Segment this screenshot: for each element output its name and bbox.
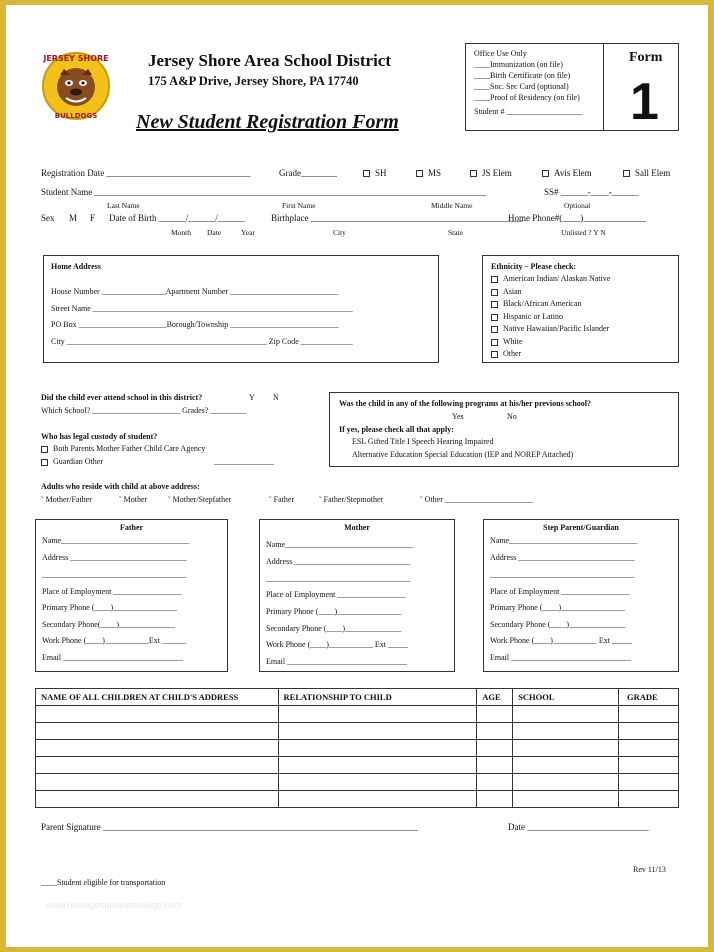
school-address: 175 A&P Drive, Jersey Shore, PA 17740 (148, 74, 359, 88)
father-work-phone[interactable]: Work Phone (____)___________Ext ______ (42, 636, 187, 645)
ethnicity-box (482, 255, 679, 363)
programs-options-row2[interactable]: Alternative Education Special Education (IEP and NOREP Attached) (352, 450, 574, 459)
step-parent-address-line2[interactable]: ____________________________________ (490, 570, 634, 579)
ethnicity-option[interactable]: Native Hawaiian/Pacific Islander (491, 324, 609, 333)
checkbox-icon (623, 170, 630, 177)
attendance-yes[interactable]: Y (249, 393, 255, 402)
step-parent-primary-phone[interactable]: Primary Phone (____)________________ (490, 603, 626, 612)
checkbox-icon (491, 351, 498, 358)
school-option-sall-elem[interactable]: Sall Elem (623, 168, 670, 178)
adults-option[interactable]: ˜ Father/Stepmother (319, 495, 384, 504)
checkbox-icon (41, 446, 48, 453)
school-option-sh[interactable]: SH (363, 168, 387, 178)
svg-text:BULLDOGS: BULLDOGS (54, 112, 98, 120)
watermark: www.heritagechristiancollege.com (46, 900, 182, 910)
transportation-field[interactable]: ____Student eligible for transportation (41, 878, 166, 887)
house-number-field[interactable]: House Number ________________Apartment Number ___________________________ (51, 287, 339, 296)
home-address-box (43, 255, 439, 363)
po-box-field[interactable]: PO Box ______________________Borough/Township ___________________________ (51, 320, 339, 329)
sub-city: City (333, 228, 346, 237)
adults-option[interactable]: ˜ Other ______________________ (420, 495, 533, 504)
city-zip-field[interactable]: City __________________________________________________ Zip Code _____________ (51, 337, 353, 346)
school-name: Jersey Shore Area School District (148, 51, 391, 70)
checkbox-icon (491, 314, 498, 321)
registration-form-page (6, 5, 708, 947)
office-use-title: Office Use Only (474, 49, 527, 58)
office-item: ____Birth Certificate (on file) (474, 71, 571, 80)
mother-work-phone[interactable]: Work Phone (____)___________ Ext _____ (266, 640, 409, 649)
registration-date-field[interactable]: Registration Date ________________________________ (41, 168, 251, 178)
col-header-age: AGE (477, 689, 513, 706)
office-item: Student # ___________________ (474, 107, 583, 116)
table-row[interactable] (36, 774, 679, 791)
street-name-field[interactable]: Street Name _________________________________________________________________ (51, 304, 353, 313)
col-header-relationship: RELATIONSHIP TO CHILD (278, 689, 477, 706)
step-parent-name-field[interactable]: Name________________________________ (490, 536, 638, 545)
which-school-field[interactable]: Which School? ______________________ Grades? _________ (41, 406, 247, 415)
checkbox-icon (491, 301, 498, 308)
col-header-name: NAME OF ALL CHILDREN AT CHILD'S ADDRESS (36, 689, 279, 706)
checkbox-icon (41, 459, 48, 466)
table-row[interactable] (36, 791, 679, 808)
svg-text:JERSEY SHORE: JERSEY SHORE (43, 54, 109, 63)
mother-secondary-phone[interactable]: Secondary Phone (____)______________ (266, 624, 402, 633)
attendance-no[interactable]: N (273, 393, 279, 402)
table-row[interactable] (36, 740, 679, 757)
checkbox-icon (416, 170, 423, 177)
unlisted-option[interactable]: Unlisted ? Y N (561, 228, 606, 237)
mother-email-field[interactable]: Email ______________________________ (266, 657, 408, 666)
checkbox-icon (542, 170, 549, 177)
checkbox-icon (491, 276, 498, 283)
step-parent-secondary-phone[interactable]: Secondary Phone (____)______________ (490, 620, 626, 629)
custody-options-row1[interactable]: Both Parents Mother Father Child Care Agency (41, 444, 205, 453)
table-row[interactable] (36, 706, 679, 723)
col-header-school: SCHOOL (513, 689, 619, 706)
programs-box (329, 392, 679, 467)
father-title: Father (119, 523, 144, 532)
step-parent-work-phone[interactable]: Work Phone (____)___________ Ext _____ (490, 636, 633, 645)
sex-label: Sex (41, 213, 55, 223)
ethnicity-option[interactable]: American Indian/ Alaskan Native (491, 274, 610, 283)
checkbox-icon (491, 339, 498, 346)
revision-label: Rev 11/13 (633, 865, 666, 874)
office-item: ____Proof of Residency (on file) (474, 93, 580, 102)
ethnicity-option[interactable]: Other (491, 349, 521, 358)
grade-field[interactable]: Grade________ (279, 168, 337, 178)
sex-option-f[interactable]: F (90, 213, 96, 223)
bulldog-logo-icon (40, 45, 112, 127)
ethnicity-option[interactable]: Hispanic or Latino (491, 312, 563, 321)
date-of-birth-field[interactable]: Date of Birth ______/______/______ (109, 213, 245, 223)
father-email-field[interactable]: Email ______________________________ (42, 653, 184, 662)
form-title: New Student Registration Form (136, 111, 399, 133)
mother-box (259, 519, 455, 672)
ethnicity-option[interactable]: Asian (491, 287, 522, 296)
custody-question: Who has legal custody of student? (41, 432, 158, 441)
sub-optional: Optional (564, 201, 591, 210)
sub-month: Month (171, 228, 192, 237)
custody-other-field[interactable]: _______________ (214, 457, 274, 466)
father-primary-phone[interactable]: Primary Phone (____)________________ (42, 603, 178, 612)
checkbox-icon (491, 326, 498, 333)
form-label: Form (629, 50, 663, 65)
step-parent-employment-field[interactable]: Place of Employment _________________ (490, 587, 630, 596)
programs-question: Was the child in any of the following programs at his/her previous school? (339, 399, 592, 408)
table-header-row (36, 689, 679, 706)
office-item: ____Soc. Sec Card (optional) (474, 82, 569, 91)
programs-options-row1[interactable]: ESL Gifted Title I Speech Hearing Impaired (352, 437, 494, 446)
checkbox-icon (491, 289, 498, 296)
school-option-ms[interactable]: MS (416, 168, 441, 178)
father-address-field[interactable]: Address _____________________________ (42, 553, 187, 562)
father-name-field[interactable]: Name________________________________ (42, 536, 190, 545)
adults-option[interactable]: ˜ Mother/Stepfather (168, 495, 232, 504)
father-box (35, 519, 228, 672)
mother-title: Mother (344, 523, 370, 532)
ethnicity-option[interactable]: White (491, 337, 523, 346)
attendance-question: Did the child ever attend school in this district? (41, 393, 203, 402)
sub-last-name: Last Name (107, 201, 140, 210)
home-address-title: Home Address (51, 262, 101, 271)
father-secondary-phone[interactable]: Secondary Phone(____)______________ (42, 620, 176, 629)
sub-year: Year (241, 228, 255, 237)
sub-date: Date (207, 228, 222, 237)
step-parent-title: Step Parent/Guardian (543, 523, 619, 532)
step-parent-email-field[interactable]: Email ______________________________ (490, 653, 632, 662)
adults-option[interactable]: ˜ Father (269, 495, 295, 504)
step-parent-address-field[interactable]: Address _____________________________ (490, 553, 635, 562)
parent-signature-field[interactable]: Parent Signature ______________________________________________________________________ (41, 822, 418, 832)
programs-if-yes: If yes, please check all that apply: (339, 425, 454, 434)
adults-option[interactable]: ˜ Mother (119, 495, 148, 504)
col-header-grade: GRADE (619, 689, 679, 706)
mother-address-field[interactable]: Address _____________________________ (266, 557, 411, 566)
mother-primary-phone[interactable]: Primary Phone (____)________________ (266, 607, 402, 616)
school-option-js-elem[interactable]: JS Elem (470, 168, 512, 178)
birthplace-field[interactable]: Birthplace _______________________________________________ (271, 213, 523, 223)
children-table (35, 688, 679, 808)
programs-yes[interactable]: Yes (452, 412, 464, 421)
mother-employment-field[interactable]: Place of Employment _________________ (266, 590, 406, 599)
school-option-avis-elem[interactable]: Avis Elem (542, 168, 592, 178)
step-parent-box (483, 519, 679, 672)
student-name-field[interactable]: Student Name _______________________________________________________________________________________ (41, 187, 486, 197)
programs-no[interactable]: No (507, 412, 517, 421)
table-row[interactable] (36, 757, 679, 774)
form-number: 1 (630, 73, 659, 131)
signature-date-field[interactable]: Date ___________________________ (508, 822, 649, 832)
custody-options-row2[interactable]: Guardian Other (41, 457, 103, 466)
sub-state: State (448, 228, 463, 237)
table-row[interactable] (36, 723, 679, 740)
home-phone-field[interactable]: Home Phone#(____)______________ (508, 213, 647, 223)
adults-question: Adults who reside with child at above address: (41, 482, 200, 491)
sub-middle-name: Middle Name (431, 201, 473, 210)
adults-option[interactable]: ˜ Mother/Father (41, 495, 92, 504)
checkbox-icon (470, 170, 477, 177)
ethnicity-option[interactable]: Black/African American (491, 299, 581, 308)
ethnicity-title: Ethnicity – Please check: (491, 262, 577, 271)
checkbox-icon (363, 170, 370, 177)
office-item: ____Immunization (on file) (474, 60, 563, 69)
mother-address-line2[interactable]: ____________________________________ (266, 574, 410, 583)
father-address-line2[interactable]: ____________________________________ (42, 570, 186, 579)
sex-option-m[interactable]: M (69, 213, 78, 223)
mother-name-field[interactable]: Name________________________________ (266, 540, 414, 549)
ssn-field[interactable]: SS# ______-____-______ (544, 187, 639, 197)
sub-first-name: First Name (282, 201, 316, 210)
office-use-box (465, 43, 679, 131)
father-employment-field[interactable]: Place of Employment _________________ (42, 587, 182, 596)
